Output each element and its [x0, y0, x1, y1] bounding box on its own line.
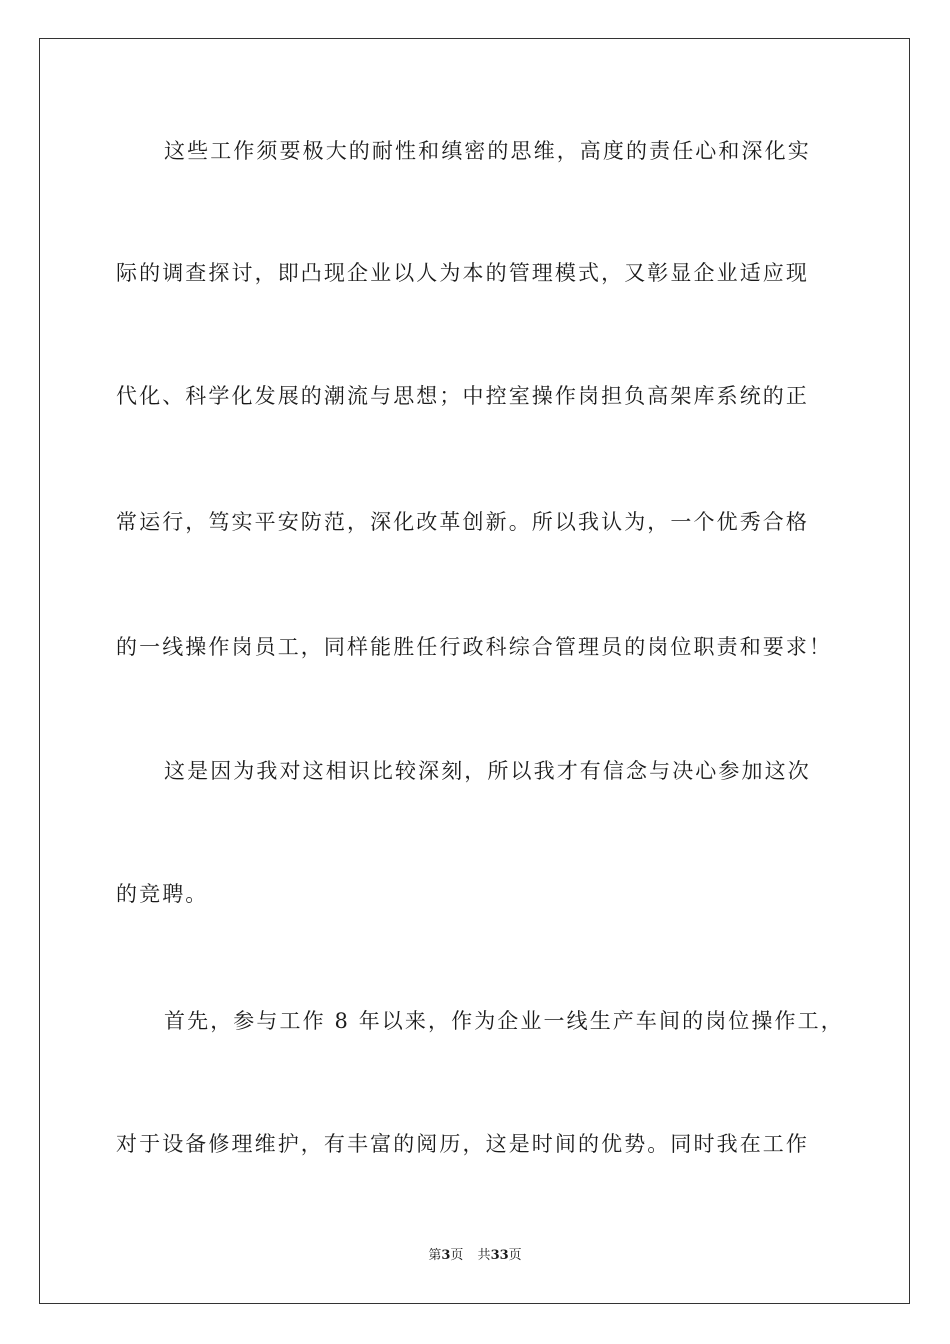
- text-line: 代化、科学化发展的潮流与思想；中控室操作岗担负高架库系统的正: [116, 384, 809, 408]
- page-indicator: 第3页: [428, 1248, 464, 1263]
- text-line: 常运行，笃实平安防范，深化改革创新。所以我认为，一个优秀合格: [116, 510, 809, 534]
- text-line: 际的调查探讨，即凸现企业以人为本的管理模式，又彰显企业适应现: [116, 261, 809, 285]
- total-pages-indicator: 共33页: [477, 1248, 522, 1263]
- text-line: 对于设备修理维护，有丰富的阅历，这是时间的优势。同时我在工作: [116, 1132, 809, 1156]
- total-pages: 33: [490, 1248, 509, 1263]
- text-line: 的一线操作岗员工，同样能胜任行政科综合管理员的岗位职责和要求！: [116, 635, 833, 659]
- text-line: 这些工作须要极大的耐性和缜密的思维，高度的责任心和深化实: [164, 139, 811, 163]
- page-footer: [0, 1247, 950, 1265]
- text-line: 首先，参与工作 8 年以来，作为企业一线生产车间的岗位操作工，: [164, 1009, 844, 1033]
- page-number: 3: [441, 1248, 451, 1263]
- text-line: 这是因为我对这相识比较深刻，所以我才有信念与决心参加这次: [164, 759, 811, 783]
- text-line: 的竞聘。: [116, 882, 209, 906]
- page-border: [39, 38, 910, 1304]
